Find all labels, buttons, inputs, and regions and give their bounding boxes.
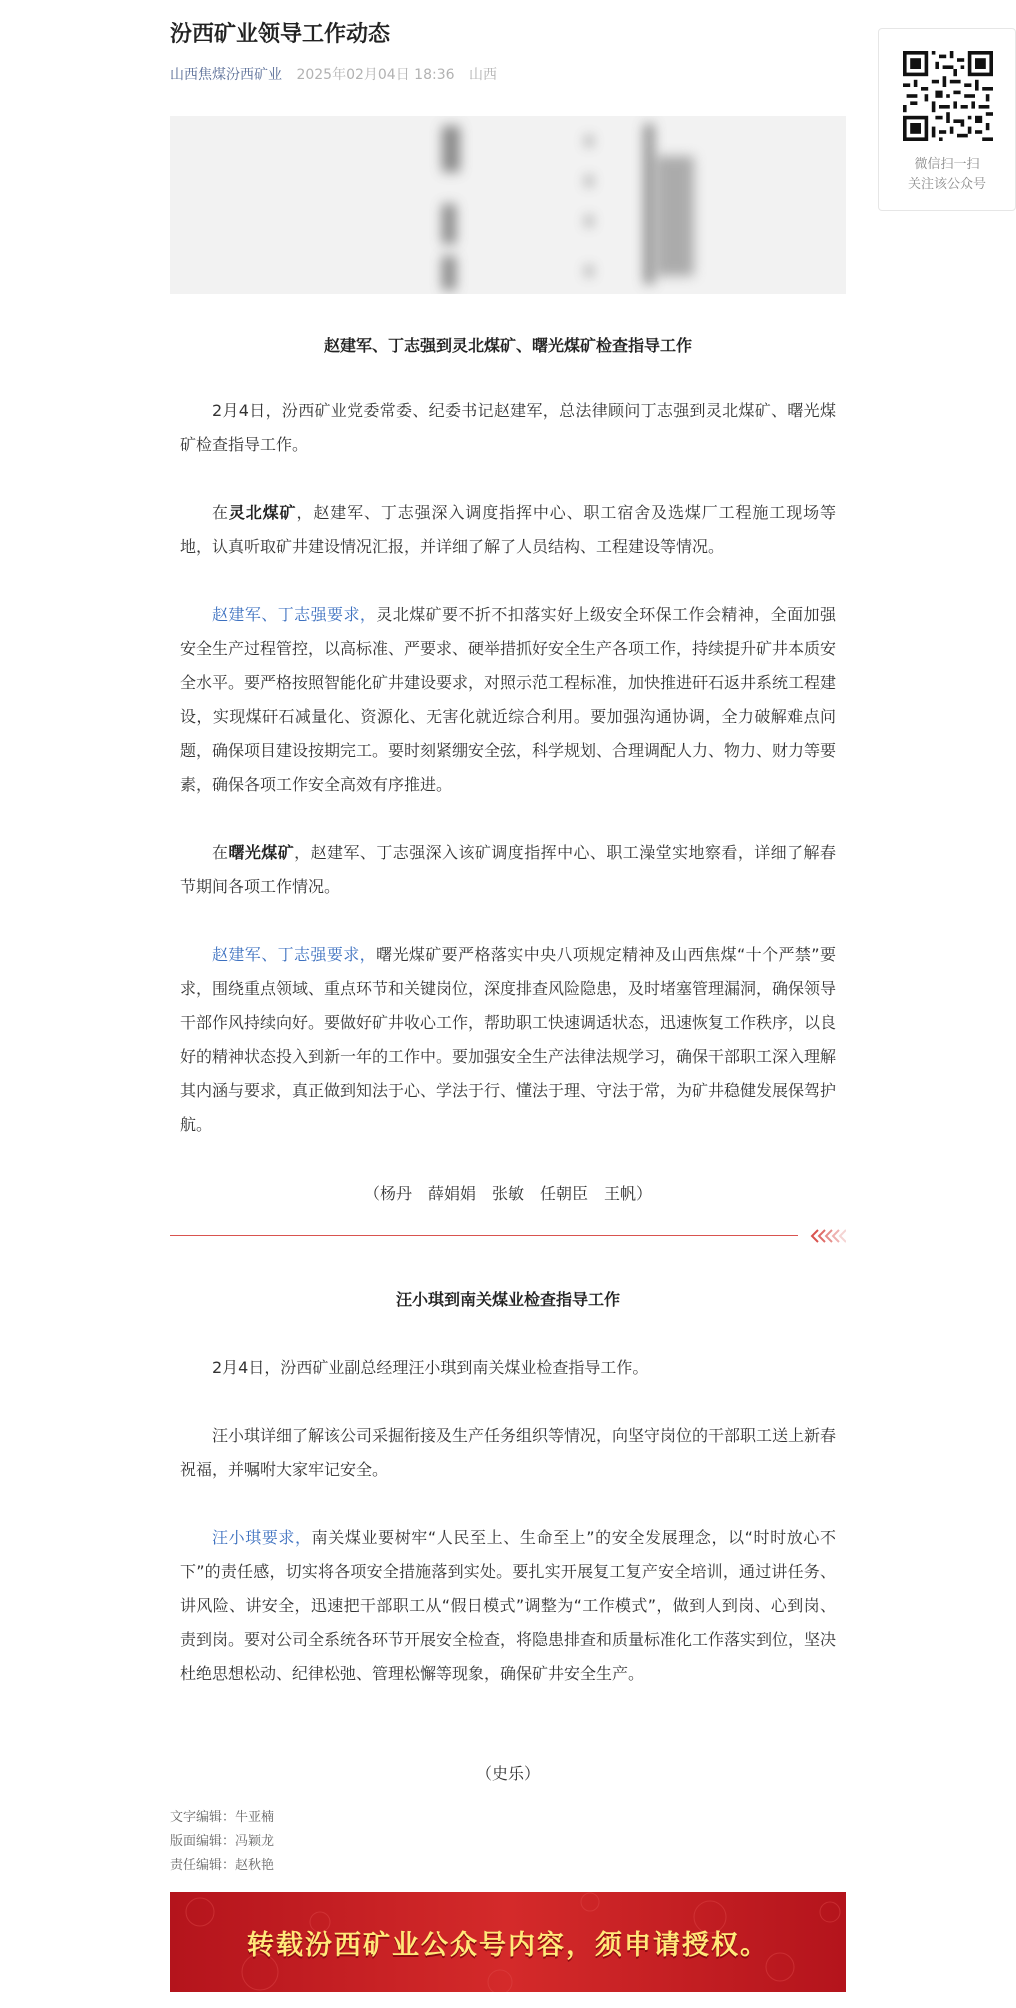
reporters: （杨丹 薛娟娟 张敏 任朝臣 王帆）: [363, 1184, 652, 1203]
paragraph: 汪小琪详细了解该公司采掘衔接及生产任务组织等情况，向坚守岗位的干部职工送上新春祝福，并嘱咐大家牢记安全。: [180, 1426, 837, 1479]
mine-name: 曙光煤矿: [228, 843, 295, 862]
highlight-text: 赵建军、丁志强要求，: [212, 945, 377, 964]
divider-line: [170, 1235, 798, 1236]
text: ，赵建军、丁志强深入该矿调度指挥中心、职工澡堂实地察看，详细了解春节期间各项工作情况。: [180, 843, 836, 896]
highlight-text: 赵建军、丁志强要求，: [212, 605, 377, 624]
layout-editor: 版面编辑：冯颖龙: [170, 1834, 275, 1849]
copyright-notice: 转载汾西矿业公众号内容，须申请授权。: [247, 1929, 769, 1961]
paragraph: [180, 938, 836, 1142]
reporters: （史乐）: [475, 1764, 540, 1783]
paragraph: [180, 496, 836, 564]
text: 在: [212, 503, 229, 522]
qr-code-icon: [903, 51, 993, 141]
section-divider: [170, 1228, 846, 1244]
highlight-text: 汪小琪要求，: [212, 1528, 312, 1547]
text: 曙光煤矿要严格落实中央八项规定精神及山西焦煤“十个严禁”要求，围绕重点领域、重点环节和关键岗位，深度排查风险隐患，及时堵塞管理漏洞，确保领导干部作风持续向好。要做好矿井收心工作，帮助职工快速调适状态，迅速恢复工作秩序，以良好的精神状态投入到新一年的工作中。要加强安全生产法律法规学习，确保干部职工深入理解其内涵与要求，真正做到知法于心、学法于行、懂法于理、守法于常，为矿井稳健发展保驾护航。: [180, 945, 837, 1134]
qr-caption: [879, 155, 1015, 195]
paragraph: 2月4日，汾西矿业党委常委、纪委书记赵建军，总法律顾问丁志强到灵北煤矿、曙光煤矿检查指导工作。: [180, 401, 836, 454]
qr-caption-line: 微信扫一扫: [914, 157, 980, 172]
paragraph: 2月4日，汾西矿业副总经理汪小琪到南关煤业检查指导工作。: [212, 1358, 649, 1377]
text: 在: [212, 843, 229, 862]
text-editor: 文字编辑：牛亚楠: [170, 1810, 275, 1825]
article-meta: [170, 64, 497, 84]
article-title: 汾西矿业领导工作动态: [170, 22, 391, 47]
section-title-2: 汪小琪到南关煤业检查指导工作: [395, 1290, 620, 1309]
editor-credits: [170, 1806, 274, 1878]
text: 南关煤业要树牢“人民至上、生命至上”的安全发展理念，以“时时放心不下”的责任感，切实将各项安全措施落到实处。要扎实开展复工复产安全培训，通过讲任务、讲风险、讲安全，迅速把干部职工从“假日模式”调整为“工作模式”，做到人到岗、心到岗、责到岗。要对公司全系统各环节开展安全检查，将隐患排查和质量标准化工作落实到位，坚决杜绝思想松动、纪律松弛、管理松懈等现象，确保矿井安全生产。: [180, 1528, 837, 1683]
qr-code-card: [878, 28, 1016, 211]
account-name-link[interactable]: 山西焦煤汾西矿业: [170, 67, 282, 83]
paragraph: [180, 598, 836, 802]
publish-date: 2025年02月04日 18:36: [296, 67, 455, 83]
paragraph: [180, 1521, 836, 1691]
publish-location: 山西: [468, 67, 497, 83]
paragraph: [180, 836, 836, 904]
section-title-1: 赵建军、丁志强到灵北煤矿、曙光煤矿检查指导工作: [323, 336, 692, 355]
chevrons-icon: [810, 1228, 846, 1244]
responsible-editor: 责任编辑：赵秋艳: [170, 1858, 275, 1873]
text: 灵北煤矿要不折不扣落实好上级安全环保工作会精神，全面加强安全生产过程管控，以高标准、严要求、硬举措抓好安全生产各项工作，持续提升矿井本质安全水平。要严格按照智能化矿井建设要求，对照示范工程标准，加快推进矸石返井系统工程建设，实现煤矸石减量化、资源化、无害化就近综合利用。要加强沟通协调，全力破解难点问题，确保项目建设按期完工。要时刻紧绷安全弦，科学规划、合理调配人力、物力、财力等要素，确保各项工作安全高效有序推进。: [180, 605, 837, 794]
copyright-banner: [170, 1892, 846, 1992]
qr-caption-line: 关注该公众号: [907, 177, 986, 192]
header-image: [170, 116, 846, 294]
mine-name: 灵北煤矿: [228, 503, 297, 522]
text: ，赵建军、丁志强深入调度指挥中心、职工宿舍及选煤厂工程施工现场等地，认真听取矿井建设情况汇报，并详细了解了人员结构、工程建设等情况。: [180, 503, 836, 556]
